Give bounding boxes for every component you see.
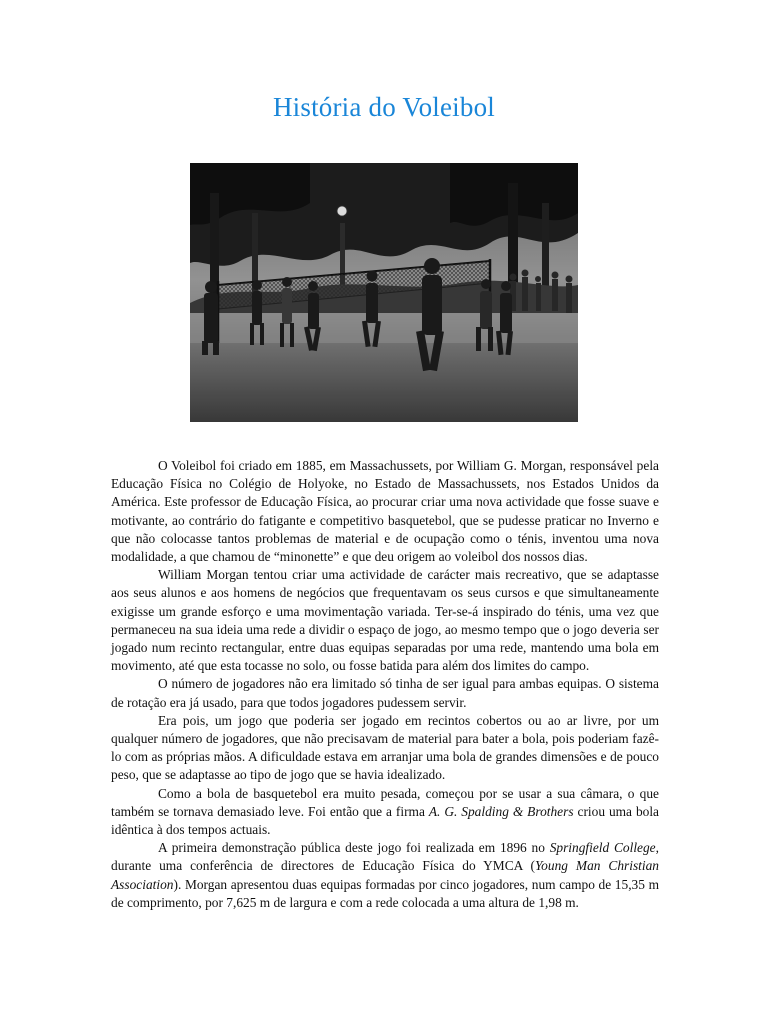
paragraph-text: William Morgan tentou criar uma actividade de carácter mais recreativo, que se adaptasse aos seus alunos e aos homens de negócios que frequentavam os seus cursos e que simultaneamente exigisse um grande esforço e uma movimentação variada. Ter-se-á inspirado do ténis, uma vez que permaneceu na sua ideia uma rede a dividir o espaço de jogo, ao mesmo tempo que o jogo deveria ser jogado num recinto rectangular, entre duas equipas separadas por uma rede, mantendo uma bola em movimento, até que esta tocasse no solo, ou fosse batida para além dos limites do campo.: [111, 567, 659, 674]
paragraph: [111, 675, 659, 711]
paragraph: [111, 785, 659, 840]
paragraph: [111, 712, 659, 785]
paragraph: [111, 566, 659, 675]
paragraph-text: , durante uma conferência de directores de Educação Física do YMCA (: [111, 840, 659, 874]
paragraph-text: ). Morgan apresentou duas equipas formadas por cinco jogadores, num campo de 15,35 m de comprimento, por 7,625 m de largura e com a rede colocada a uma altura de 1,98 m.: [111, 876, 659, 910]
paragraph-text: O Voleibol foi criado em 1885, em Massachussets, por William G. Morgan, responsável pela Educação Física no Colégio de Holyoke, no Estado de Massachussets, nos Estados Unidos da América. Este professor de Educação Física, ao procurar criar uma nova actividade que fosse suave e motivante, ao contrário do fatigante e competitivo basquetebol, que se pudesse praticar no Inverno e que não colocasse tantos problemas de material e de ocupação como o ténis, inventou uma nova modalidade, a que chamou de “minonette” e que deu origem ao voleibol dos nossos dias.: [111, 458, 659, 565]
paragraph-text: criou uma bola idêntica à dos tempos actuais.: [111, 803, 659, 838]
paragraph: [111, 457, 659, 566]
page-title: História do Voleibol: [272, 92, 495, 122]
paragraph-text: Como a bola de basquetebol era muito pesada, começou por se usar a sua câmara, o que também se tornava demasiado leve. Foi então que a firma: [111, 785, 659, 819]
italic-association-name: Young Man Christian Association: [111, 858, 659, 892]
paragraph-text: Era pois, um jogo que poderia ser jogado em recintos cobertos ou ao ar livre, por um qualquer número de jogadores, que não precisavam de material para bater a bola, pois poderiam fazê-lo com as próprias mãos. A dificuldade estava em arranjar uma bola de grandes dimensões e de pouco peso, que se adaptasse ao tipo de jogo que se havia idealizado.: [111, 712, 659, 783]
italic-college-name: Springfield College: [549, 840, 656, 856]
body-text: [111, 457, 659, 912]
paragraph-text: O número de jogadores não era limitado só tinha de ser igual para ambas equipas. O sistema de rotação era já usado, para que todos jogadores pudessem servir.: [111, 676, 659, 710]
vintage-volleyball-photo: [190, 163, 578, 422]
paragraph: [111, 839, 659, 912]
italic-company-name: A. G. Spalding & Brothers: [428, 803, 574, 819]
paragraph-text: A primeira demonstração pública deste jogo foi realizada em 1896 no: [158, 840, 550, 856]
